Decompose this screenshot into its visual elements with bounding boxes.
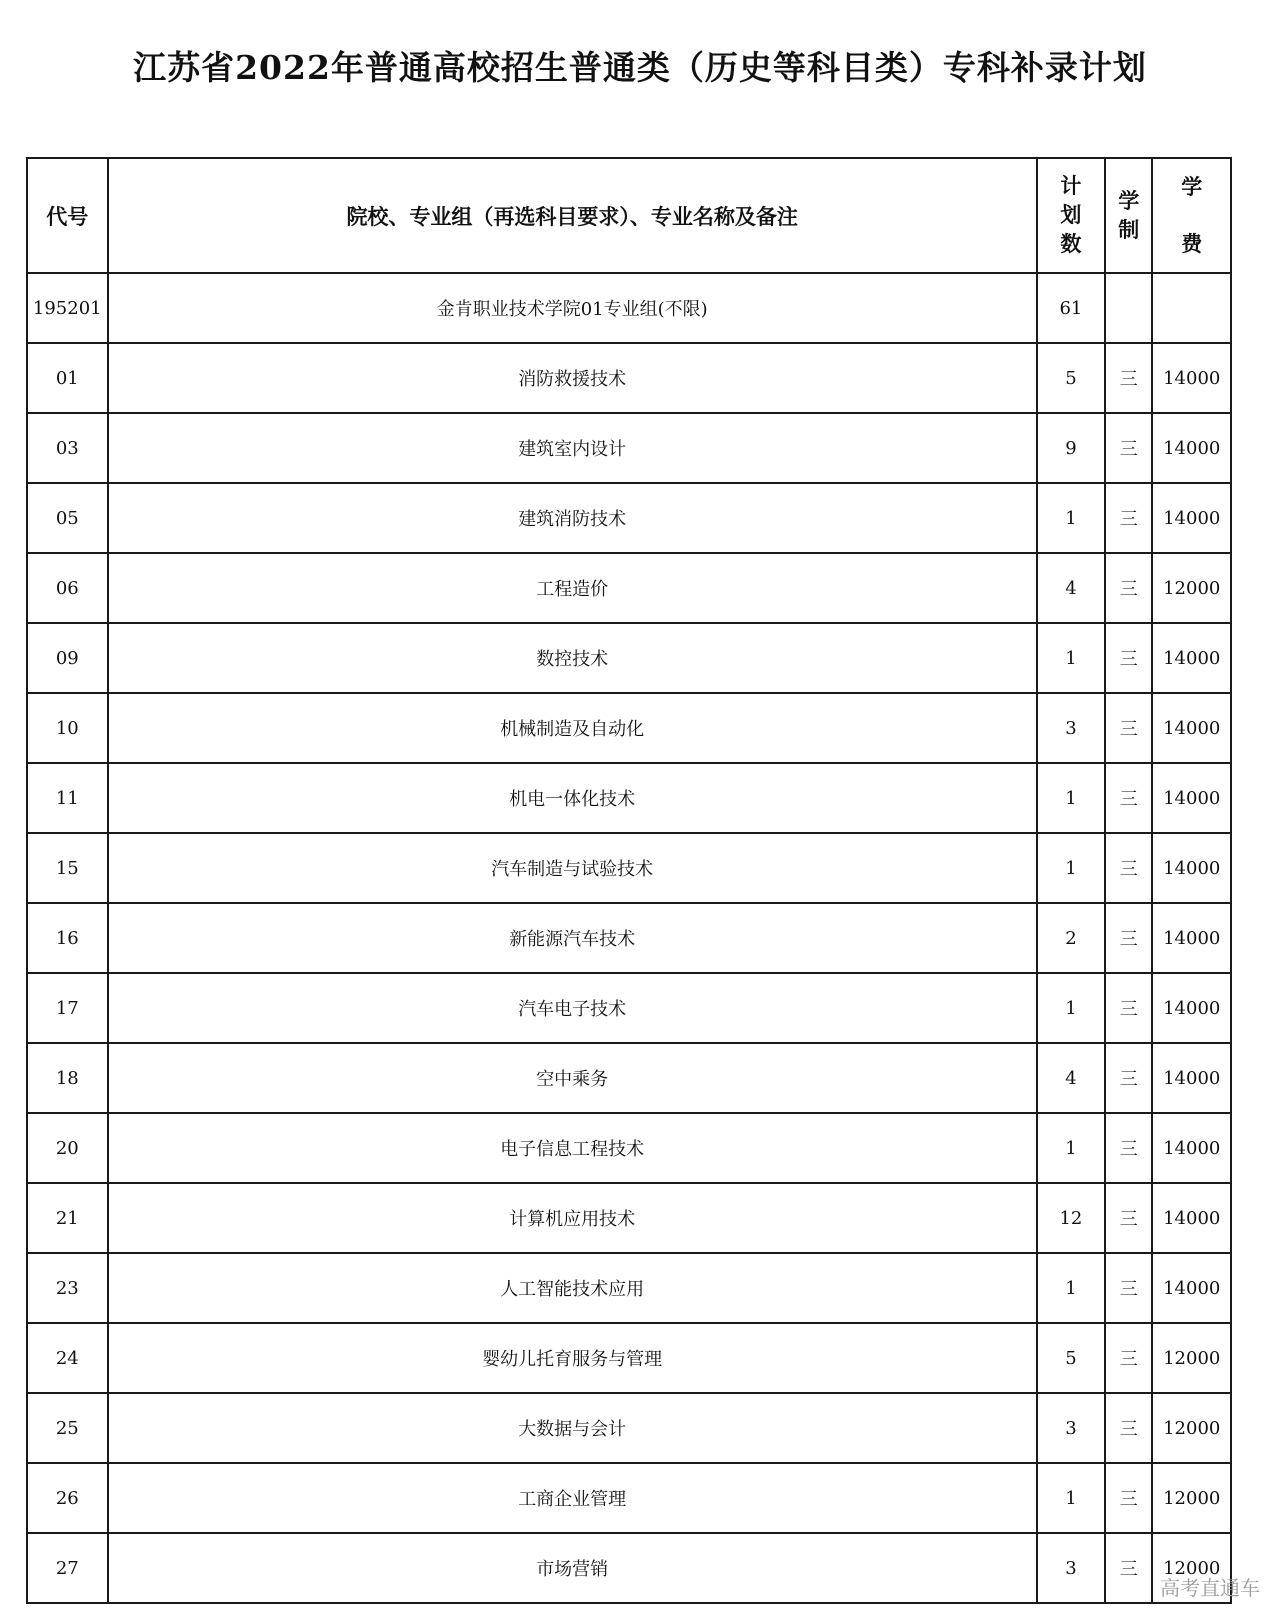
cell-fee: 14000 xyxy=(1152,1113,1231,1183)
table-row xyxy=(27,1323,1231,1393)
cell-code: 18 xyxy=(27,1043,108,1113)
cell-name: 电子信息工程技术 xyxy=(108,1113,1037,1183)
cell-plan: 5 xyxy=(1037,1323,1105,1393)
cell-plan: 2 xyxy=(1037,903,1105,973)
watermark: 高考直通车 xyxy=(1160,1576,1260,1600)
cell-fee: 14000 xyxy=(1152,1043,1231,1113)
header-plan-label: 计划数 xyxy=(1060,173,1082,257)
cell-duration: 三 xyxy=(1105,1463,1152,1533)
cell-duration: 三 xyxy=(1105,1183,1152,1253)
cell-code: 03 xyxy=(27,413,108,483)
table-row xyxy=(27,973,1231,1043)
cell-code: 24 xyxy=(27,1323,108,1393)
cell-code: 21 xyxy=(27,1183,108,1253)
cell-duration: 三 xyxy=(1105,623,1152,693)
cell-fee: 14000 xyxy=(1152,693,1231,763)
cell-code: 15 xyxy=(27,833,108,903)
header-duration-label: 学制 xyxy=(1118,187,1140,242)
cell-code: 16 xyxy=(27,903,108,973)
cell-name: 空中乘务 xyxy=(108,1043,1037,1113)
header-fee xyxy=(1152,158,1231,273)
cell-plan: 1 xyxy=(1037,833,1105,903)
cell-fee: 12000 xyxy=(1152,1323,1231,1393)
table-row xyxy=(27,1113,1231,1183)
cell-fee: 14000 xyxy=(1152,903,1231,973)
cell-name: 汽车电子技术 xyxy=(108,973,1037,1043)
cell-duration: 三 xyxy=(1105,483,1152,553)
cell-name: 机电一体化技术 xyxy=(108,763,1037,833)
enrollment-plan-table xyxy=(26,157,1232,1604)
cell-plan: 3 xyxy=(1037,1533,1105,1603)
cell-code: 05 xyxy=(27,483,108,553)
cell-plan: 3 xyxy=(1037,693,1105,763)
cell-plan: 1 xyxy=(1037,483,1105,553)
cell-code: 25 xyxy=(27,1393,108,1463)
cell-duration: 三 xyxy=(1105,973,1152,1043)
cell-duration xyxy=(1105,273,1152,343)
table-row xyxy=(27,1463,1231,1533)
table-row xyxy=(27,693,1231,763)
table-row xyxy=(27,1533,1231,1603)
header-fee-label: 学费 xyxy=(1181,174,1203,256)
table-row xyxy=(27,1183,1231,1253)
cell-code: 11 xyxy=(27,763,108,833)
table-row xyxy=(27,903,1231,973)
cell-name: 建筑室内设计 xyxy=(108,413,1037,483)
cell-plan: 1 xyxy=(1037,623,1105,693)
cell-duration: 三 xyxy=(1105,1253,1152,1323)
cell-fee: 14000 xyxy=(1152,343,1231,413)
cell-duration: 三 xyxy=(1105,1323,1152,1393)
cell-plan: 3 xyxy=(1037,1393,1105,1463)
table-body xyxy=(27,273,1231,1603)
cell-name: 新能源汽车技术 xyxy=(108,903,1037,973)
cell-name: 数控技术 xyxy=(108,623,1037,693)
cell-duration: 三 xyxy=(1105,903,1152,973)
cell-plan: 1 xyxy=(1037,1463,1105,1533)
header-code: 代号 xyxy=(27,158,108,273)
cell-name: 机械制造及自动化 xyxy=(108,693,1037,763)
table-row xyxy=(27,553,1231,623)
table-row xyxy=(27,1253,1231,1323)
cell-code: 10 xyxy=(27,693,108,763)
cell-name: 大数据与会计 xyxy=(108,1393,1037,1463)
cell-name: 计算机应用技术 xyxy=(108,1183,1037,1253)
cell-fee: 14000 xyxy=(1152,623,1231,693)
cell-duration: 三 xyxy=(1105,833,1152,903)
cell-code: 27 xyxy=(27,1533,108,1603)
cell-code: 26 xyxy=(27,1463,108,1533)
cell-duration: 三 xyxy=(1105,553,1152,623)
cell-duration: 三 xyxy=(1105,1533,1152,1603)
cell-code: 23 xyxy=(27,1253,108,1323)
cell-fee: 14000 xyxy=(1152,973,1231,1043)
cell-fee xyxy=(1152,273,1231,343)
table-row xyxy=(27,343,1231,413)
cell-plan: 12 xyxy=(1037,1183,1105,1253)
table-row xyxy=(27,833,1231,903)
table-row-group xyxy=(27,273,1231,343)
cell-fee: 14000 xyxy=(1152,1253,1231,1323)
cell-duration: 三 xyxy=(1105,343,1152,413)
cell-name: 人工智能技术应用 xyxy=(108,1253,1037,1323)
cell-fee: 14000 xyxy=(1152,763,1231,833)
cell-fee: 14000 xyxy=(1152,413,1231,483)
table-row xyxy=(27,483,1231,553)
cell-duration: 三 xyxy=(1105,763,1152,833)
cell-duration: 三 xyxy=(1105,693,1152,763)
table-row xyxy=(27,623,1231,693)
page-title: 江苏省2022年普通高校招生普通类（历史等科目类）专科补录计划 xyxy=(133,48,1147,87)
table-header-row xyxy=(27,158,1231,273)
cell-name: 婴幼儿托育服务与管理 xyxy=(108,1323,1037,1393)
cell-code: 20 xyxy=(27,1113,108,1183)
table-row xyxy=(27,1393,1231,1463)
cell-name: 市场营销 xyxy=(108,1533,1037,1603)
cell-plan: 61 xyxy=(1037,273,1105,343)
cell-plan: 1 xyxy=(1037,1253,1105,1323)
cell-fee: 12000 xyxy=(1152,1393,1231,1463)
cell-plan: 1 xyxy=(1037,1113,1105,1183)
cell-duration: 三 xyxy=(1105,1113,1152,1183)
cell-duration: 三 xyxy=(1105,1043,1152,1113)
cell-fee: 14000 xyxy=(1152,1183,1231,1253)
table-row xyxy=(27,763,1231,833)
cell-fee: 14000 xyxy=(1152,833,1231,903)
cell-code: 17 xyxy=(27,973,108,1043)
cell-name: 汽车制造与试验技术 xyxy=(108,833,1037,903)
cell-plan: 5 xyxy=(1037,343,1105,413)
cell-code: 09 xyxy=(27,623,108,693)
header-plan xyxy=(1037,158,1105,273)
cell-code: 06 xyxy=(27,553,108,623)
cell-plan: 1 xyxy=(1037,973,1105,1043)
header-name: 院校、专业组（再选科目要求）、专业名称及备注 xyxy=(108,158,1037,273)
cell-name: 金肯职业技术学院01专业组(不限) xyxy=(108,273,1037,343)
cell-duration: 三 xyxy=(1105,413,1152,483)
cell-duration: 三 xyxy=(1105,1393,1152,1463)
cell-name: 工商企业管理 xyxy=(108,1463,1037,1533)
header-duration xyxy=(1105,158,1152,273)
cell-name: 工程造价 xyxy=(108,553,1037,623)
cell-plan: 4 xyxy=(1037,1043,1105,1113)
cell-code: 195201 xyxy=(27,273,108,343)
cell-fee: 12000 xyxy=(1152,553,1231,623)
cell-plan: 4 xyxy=(1037,553,1105,623)
cell-fee: 14000 xyxy=(1152,483,1231,553)
cell-plan: 1 xyxy=(1037,763,1105,833)
cell-fee: 12000 xyxy=(1152,1463,1231,1533)
cell-fee: 12000 xyxy=(1152,1533,1231,1603)
table-row xyxy=(27,1043,1231,1113)
table-row xyxy=(27,413,1231,483)
cell-name: 建筑消防技术 xyxy=(108,483,1037,553)
cell-plan: 9 xyxy=(1037,413,1105,483)
cell-code: 01 xyxy=(27,343,108,413)
cell-name: 消防救援技术 xyxy=(108,343,1037,413)
